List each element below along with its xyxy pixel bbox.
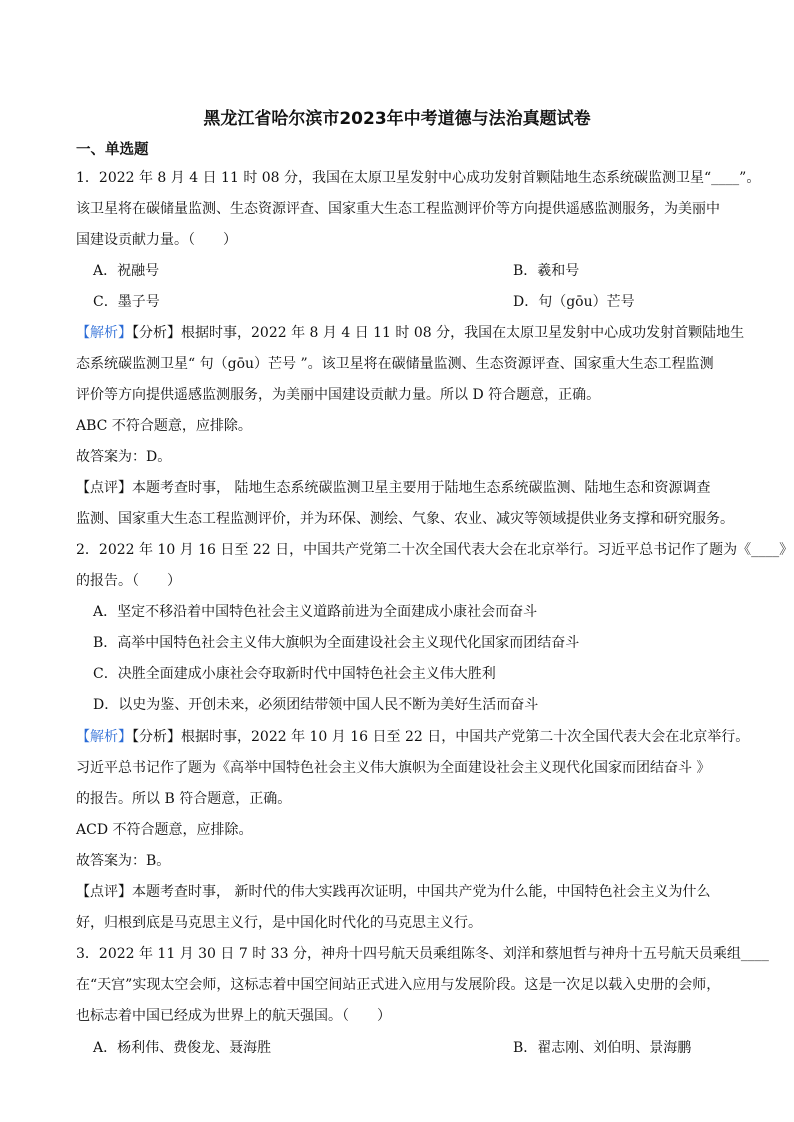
q1-stem-line: 1．2022 年 8 月 4 日 11 时 08 分，我国在太原卫星发射中心成功发射首颗陆地生态系统碳监测卫星“____”。 bbox=[76, 170, 761, 186]
q1-stem-line: 国建设贡献力量。（ ） bbox=[76, 232, 237, 248]
q1-answer-line: 故答案为：D。 bbox=[76, 449, 172, 465]
q2-stem-line: 2．2022 年 10 月 16 日至 22 日，中国共产党第二十次全国代表大会在北京举行。习近平总书记作了题为《____》 bbox=[76, 542, 794, 558]
q2-comment-line: 【点评】本题考查时事， 新时代的伟大实践再次证明，中国共产党为什么能，中国特色社会主义为什么 bbox=[76, 884, 711, 900]
q3-stem-line: 在“天宫”实现太空会师，这标志着中国空间站正式进入应用与发展阶段。这是一次足以载入史册的会师， bbox=[76, 977, 721, 993]
q2-analysis-line: ACD 不符合题意，应排除。 bbox=[76, 822, 253, 838]
q1-option-row bbox=[93, 261, 734, 281]
q2-analysis-line: 习近平总书记作了题为《高举中国特色社会主义伟大旗帜为全面建设社会主义现代化国家而团结奋斗 》 bbox=[76, 760, 711, 776]
page-title: 黑龙江省哈尔滨市2023年中考道德与法治真题试卷 bbox=[203, 109, 591, 129]
q2-comment-line: 好，归根到底是马克思主义行，是中国化时代化的马克思主义行。 bbox=[76, 915, 482, 931]
q1-option-b[interactable]: B．羲和号 bbox=[513, 263, 580, 279]
q2-option-c[interactable]: C．决胜全面建成小康社会夺取新时代中国特色社会主义伟大胜利 bbox=[93, 666, 496, 682]
q1-analysis-line bbox=[76, 323, 745, 343]
q2-option-a[interactable]: A．坚定不移沿着中国特色社会主义道路前进为全面建成小康社会而奋斗 bbox=[93, 604, 538, 620]
q3-option-b[interactable]: B．翟志刚、刘伯明、景海鹏 bbox=[513, 1040, 692, 1056]
q1-stem-line: 该卫星将在碳储量监测、生态资源评查、国家重大生态工程监测评价等方向提供遥感监测服务，为美丽中 bbox=[76, 201, 720, 217]
q3-stem-line: 3．2022 年 11 月 30 日 7 时 33 分，神舟十四号航天员乘组陈冬、刘洋和蔡旭哲与神舟十五号航天员乘组____ bbox=[76, 946, 769, 962]
q2-analysis-line: 的报告。所以 B 符合题意，正确。 bbox=[76, 791, 292, 807]
q1-analysis-line: 评价等方向提供遥感监测服务，为美丽中国建设贡献力量。所以 D 符合题意，正确。 bbox=[76, 387, 601, 403]
q2-option-d[interactable]: D．以史为鉴、开创未来，必须团结带领中国人民不断为美好生活而奋斗 bbox=[93, 697, 539, 713]
q1-option-d[interactable]: D．句（gōu）芒号 bbox=[513, 294, 635, 310]
q1-comment-line: 监测、国家重大生态工程监测评价，并为环保、测绘、气象、农业、减灾等领域提供业务支撑和研究服务。 bbox=[76, 511, 734, 527]
analysis-tag: 【解析】 bbox=[76, 729, 132, 745]
q1-option-c[interactable]: C．墨子号 bbox=[93, 294, 160, 310]
q2-stem-line: 的报告。（ ） bbox=[76, 573, 181, 589]
q2-answer-line: 故答案为：B。 bbox=[76, 853, 171, 869]
q2-option-b[interactable]: B．高举中国特色社会主义伟大旗帜为全面建设社会主义现代化国家而团结奋斗 bbox=[93, 635, 580, 651]
q1-option-a[interactable]: A．祝融号 bbox=[93, 263, 160, 279]
q1-option-row bbox=[93, 292, 734, 312]
q1-analysis-line: 态系统碳监测卫星“ 句（gōu）芒号 ”。该卫星将在碳储量监测、生态资源评查、国家重大生态工程监测 bbox=[76, 356, 714, 372]
q3-option-row bbox=[93, 1038, 734, 1058]
q2-analysis-line bbox=[76, 727, 750, 747]
q1-comment-line: 【点评】本题考查时事， 陆地生态系统碳监测卫星主要用于陆地生态系统碳监测、陆地生态和资源调查 bbox=[76, 480, 711, 496]
section-heading: 一、单选题 bbox=[76, 142, 149, 158]
q1-analysis-line: ABC 不符合题意，应排除。 bbox=[76, 418, 252, 434]
q3-option-a[interactable]: A．杨利伟、费俊龙、聂海胜 bbox=[93, 1040, 272, 1056]
analysis-tag: 【解析】 bbox=[76, 325, 132, 341]
q3-stem-line: 也标志着中国已经成为世界上的航天强国。（ ） bbox=[76, 1008, 391, 1024]
analysis-text: 【分析】根据时事，2022 年 10 月 16 日至 22 日，中国共产党第二十次全国代表大会在北京举行。 bbox=[132, 729, 750, 745]
analysis-text: 【分析】根据时事，2022 年 8 月 4 日 11 时 08 分，我国在太原卫星发射中心成功发射首颗陆地生 bbox=[132, 325, 745, 341]
